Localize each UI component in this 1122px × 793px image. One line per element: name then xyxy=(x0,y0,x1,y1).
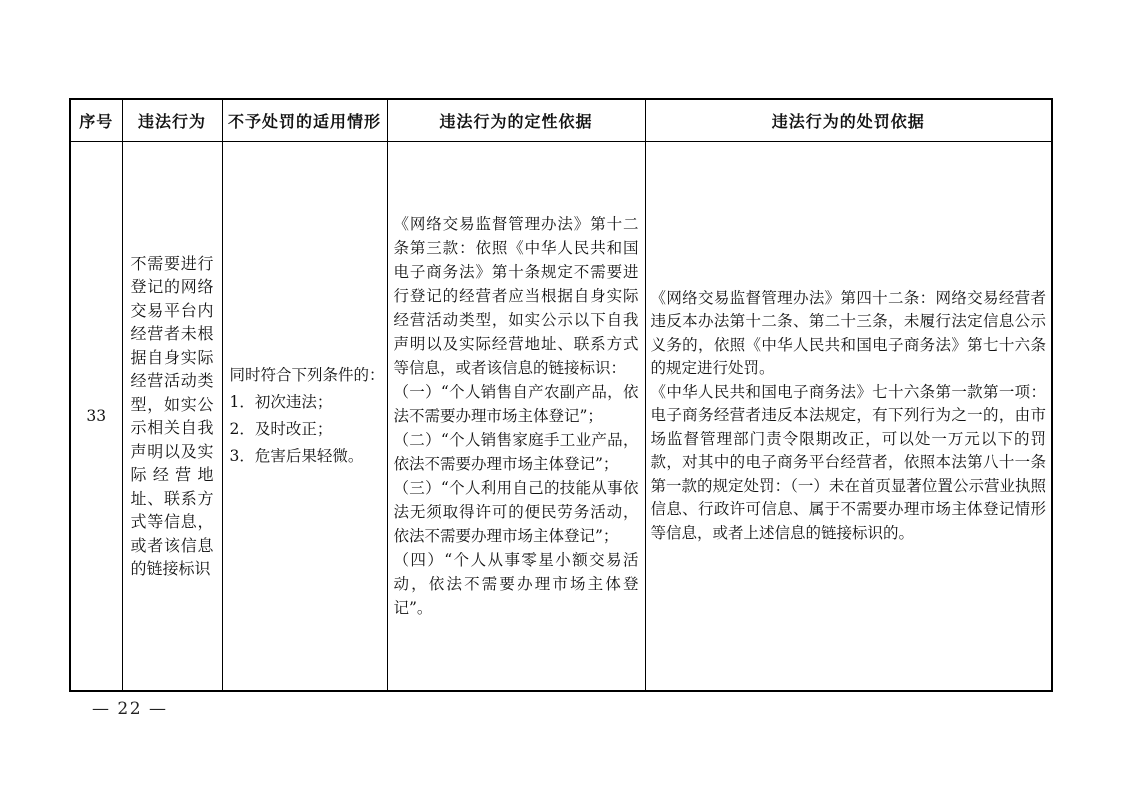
header-exemption-circumstances: 不予处罚的适用情形 xyxy=(222,99,387,142)
cell-row-index: 33 xyxy=(70,142,122,692)
qualitative-basis-paragraph: （四）“个人从事零星小额交易活动，依法不需要办理市场主体登记”。 xyxy=(393,551,639,617)
header-qualitative-basis: 违法行为的定性依据 xyxy=(387,99,645,142)
exemption-condition-item: 1．初次违法； xyxy=(229,393,333,411)
illegal-behavior-text: 不需要进行登记的网络交易平台内经营者未根据自身实际经营活动类型，如实公示相关自我声明以及实际经营地址、联系方式等信息，或者该信息的链接标识 xyxy=(130,253,214,578)
cell-punishment-basis xyxy=(645,142,1052,692)
exemption-condition-item: 2．及时改正； xyxy=(229,420,333,438)
qualitative-basis-paragraph: （三）“个人利用自己的技能从事依法无须取得许可的便民劳务活动，依法不需要办理市场主体登记”； xyxy=(393,479,639,545)
cell-illegal-behavior xyxy=(122,142,222,692)
violation-penalty-table xyxy=(69,98,1053,692)
cell-qualitative-basis xyxy=(387,142,645,692)
cell-exemption-circumstances xyxy=(222,142,387,692)
qualitative-basis-paragraph: （二）“个人销售家庭手工业产品，依法不需要办理市场主体登记”； xyxy=(393,431,639,473)
exemption-condition-item: 3．危害后果轻微。 xyxy=(229,447,364,465)
header-punishment-basis: 违法行为的处罚依据 xyxy=(645,99,1052,142)
qualitative-basis-paragraph: 《网络交易监督管理办法》第十二条第三款：依照《中华人民共和国电子商务法》第十条规定不需要进行登记的经营者应当根据自身实际经营活动类型，如实公示以下自我声明以及实际经营地址、联系方式等信息，或者该信息的链接标识： xyxy=(393,215,639,377)
table-header-row xyxy=(70,99,1052,142)
header-illegal-behavior: 违法行为 xyxy=(122,99,222,142)
page-number: — 22 — xyxy=(92,699,168,719)
punishment-basis-paragraph: 《中华人民共和国电子商务法》七十六条第一款第一项：电子商务经营者违反本法规定，有下列行为之一的，由市场监督管理部门责令限期改正，可以处一万元以下的罚款，对其中的电子商务平台经营者，依照本法第八十一条第一款的规定处罚：（一）未在首页显著位置公示营业执照信息、行政许可信息、属于不需要办理市场主体登记情形等信息，或者上述信息的链接标识的。 xyxy=(650,382,1046,542)
qualitative-basis-paragraph: （一）“个人销售自产农副产品，依法不需要办理市场主体登记”； xyxy=(393,383,639,425)
header-index: 序号 xyxy=(70,99,122,142)
table-row xyxy=(70,142,1052,692)
punishment-basis-paragraph: 《网络交易监督管理办法》第四十二条：网络交易经营者违反本办法第十二条、第二十三条，未履行法定信息公示义务的，依照《中华人民共和国电子商务法》第七十六条的规定进行处罚。 xyxy=(650,288,1046,378)
exemption-condition-heading: 同时符合下列条件的： xyxy=(229,366,385,384)
